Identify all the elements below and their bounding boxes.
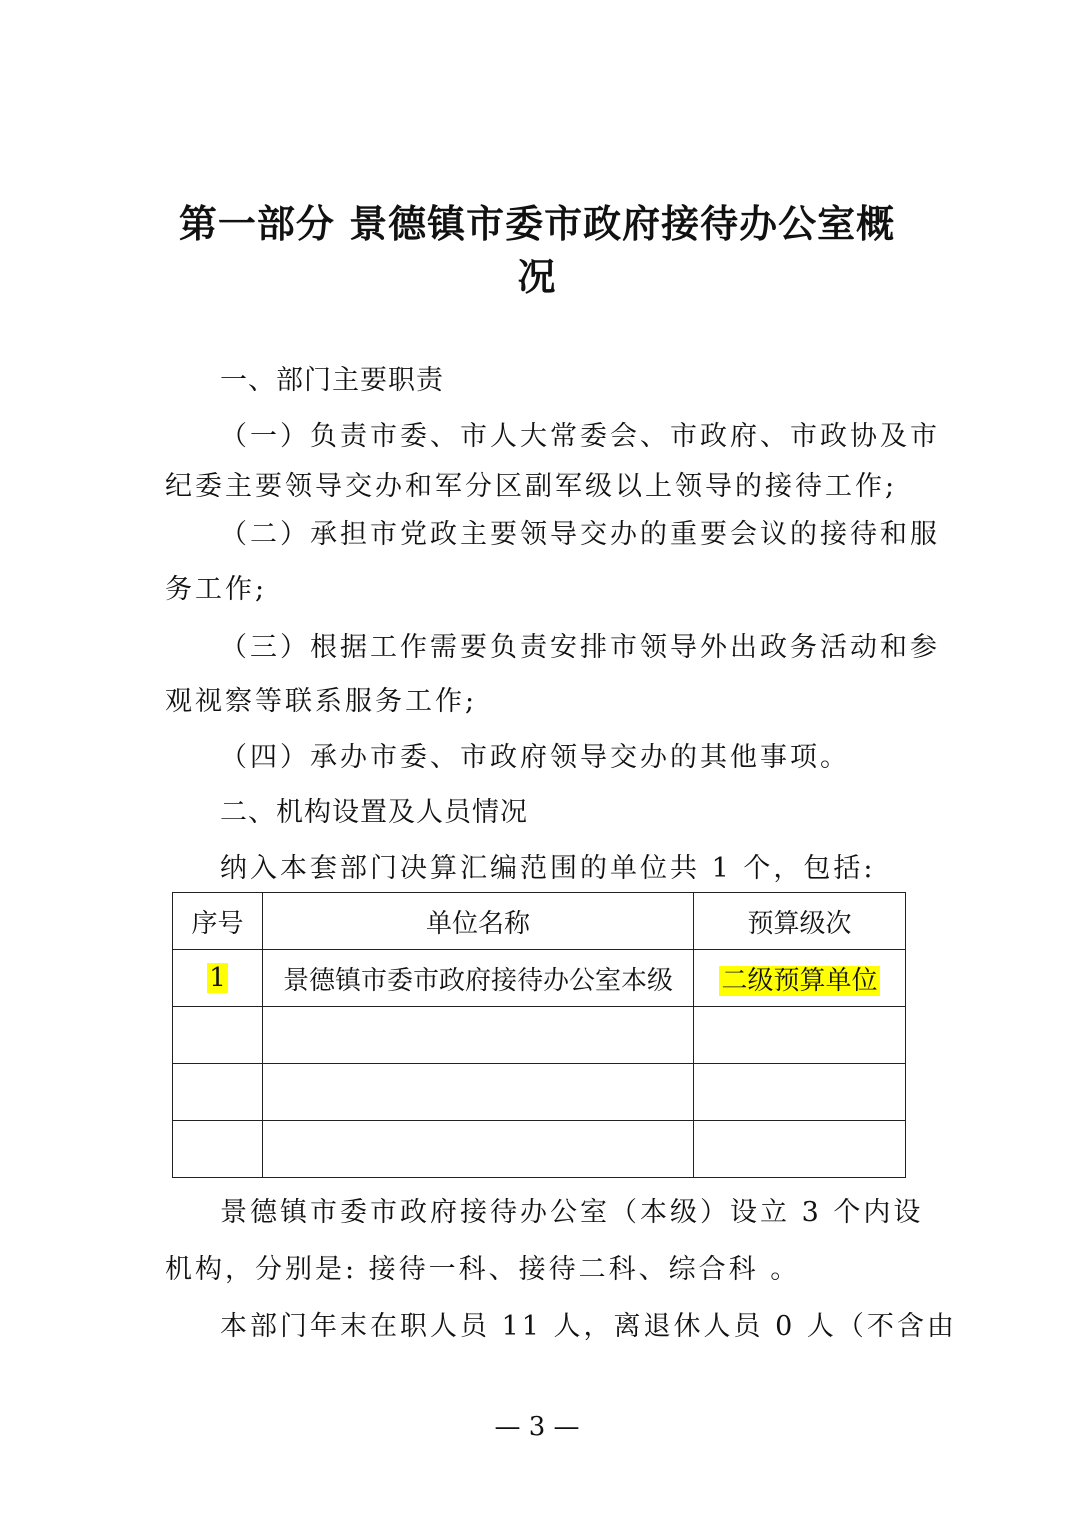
table-row — [173, 1064, 906, 1121]
header-unit-name: 单位名称 — [263, 893, 694, 950]
section2-heading: 二、机构设置及人员情况 — [220, 797, 528, 828]
internal-structure-line2: 机构，分别是: 接待一科、接待二科、综合科 。 — [165, 1254, 801, 1285]
page-number: — 3 — — [494, 1412, 580, 1442]
row1-unit-name: 景德镇市委市政府接待办公室本级 — [263, 950, 694, 1007]
row1-budget-level: 二级预算单位 — [721, 965, 878, 996]
staff-count-line1: 本部门年末在职人员 11 人，离退休人员 0 人（不含由 — [220, 1311, 957, 1342]
header-index: 序号 — [173, 893, 263, 950]
section1-heading: 一、部门主要职责 — [220, 365, 444, 396]
row1-index: 1 — [209, 963, 226, 993]
duty3-line2: 观视察等联系服务工作; — [165, 686, 478, 717]
internal-structure-line1: 景德镇市委市政府接待办公室（本级）设立 3 个内设 — [220, 1197, 924, 1228]
duty2-line1: （二）承担市党政主要领导交办的重要会议的接待和服 — [220, 519, 940, 550]
table-row — [173, 1121, 906, 1178]
unit-table — [172, 892, 906, 1178]
duty1-line1: （一）负责市委、市人大常委会、市政府、市政协及市 — [220, 421, 940, 452]
table-header-row — [173, 893, 906, 950]
duty3-line1: （三）根据工作需要负责安排市领导外出政务活动和参 — [220, 632, 940, 663]
header-budget-level: 预算级次 — [694, 893, 906, 950]
duty2-line2: 务工作; — [165, 574, 268, 605]
duty1-line2: 纪委主要领导交办和军分区副军级以上领导的接待工作; — [165, 471, 898, 502]
page-title-line2: 况 — [517, 255, 557, 299]
table-row — [173, 1007, 906, 1064]
page-title-line1: 第一部分 景德镇市委市政府接待办公室概 — [178, 202, 896, 246]
unit-count-intro: 纳入本套部门决算汇编范围的单位共 1 个，包括: — [220, 853, 876, 884]
table-row — [173, 950, 906, 1007]
duty4-line1: （四）承办市委、市政府领导交办的其他事项。 — [220, 742, 850, 773]
